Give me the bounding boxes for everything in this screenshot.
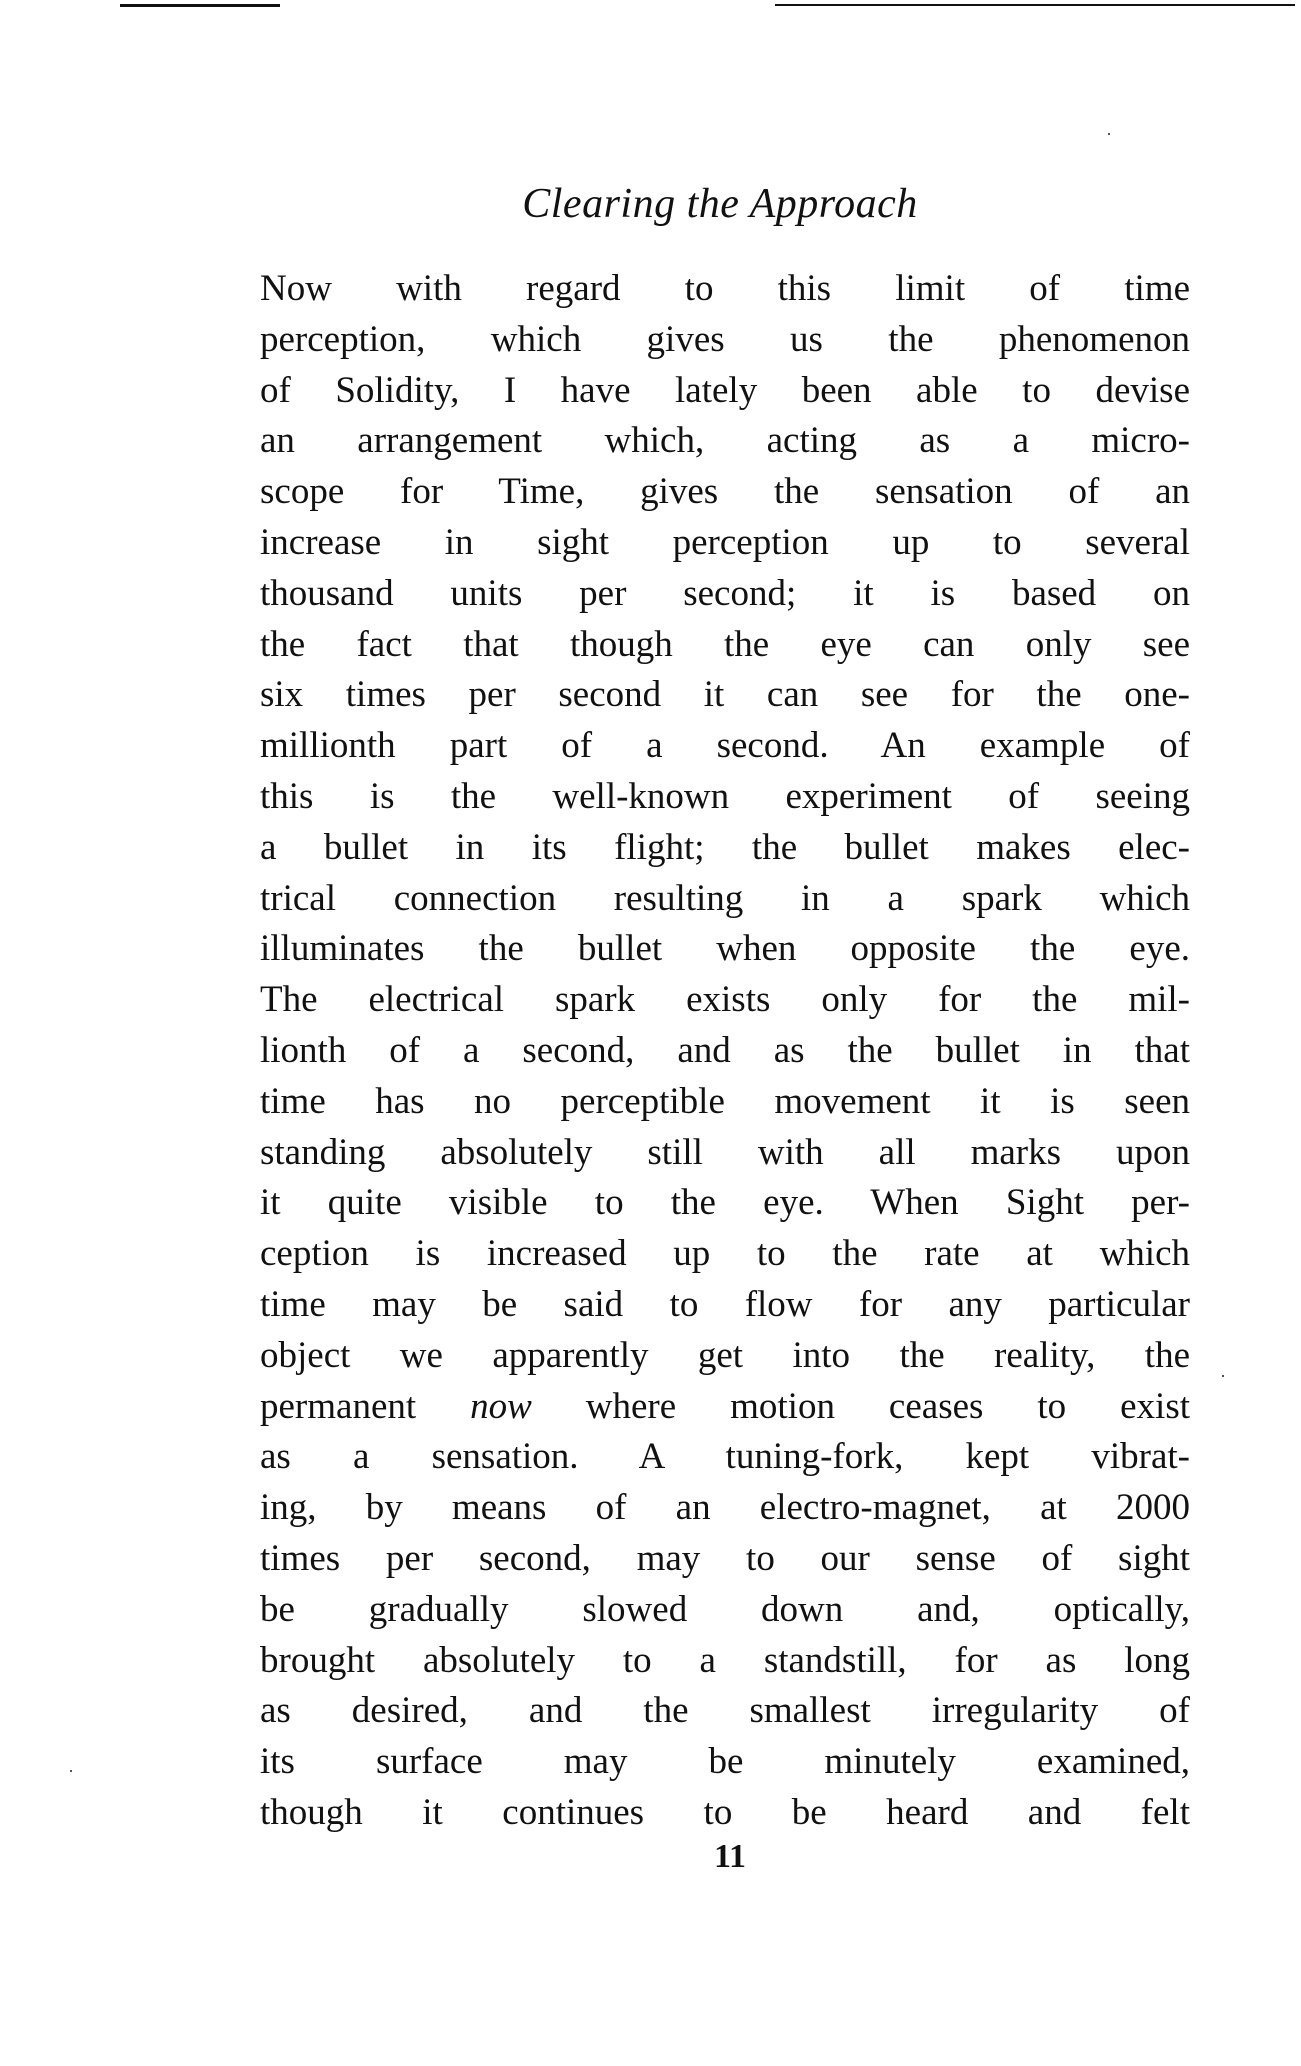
paper-speck [70,1770,72,1772]
text-line-content: the fact that though the eye can only see [260,623,1190,665]
text-line-content: trical connection resulting in a spark which [260,877,1190,919]
text-line-content: scope for Time, gives the sensation of an [260,471,1190,513]
text-line-content: ing, by means of an electro-magnet, at 2000 [260,1487,1190,1529]
text-line-content: standing absolutely still with all marks upon [260,1131,1190,1173]
text-line-content [260,1386,1190,1427]
text-line-content: The electrical spark exists only for the mil- [260,979,1190,1021]
text-line [260,1382,1190,1433]
text-line [260,1686,1190,1737]
text-line-content: of Solidity, I have lately been able to devise [260,369,1190,411]
paper-speck [1222,1375,1224,1377]
paper-speck [1108,133,1110,135]
text-line [260,772,1190,823]
page-number: 11 [713,1838,747,1875]
text-line [260,1229,1190,1280]
top-rule-right [775,4,1295,6]
text-line [260,366,1190,417]
body-text [260,264,1190,1839]
text-line-content: thousand units per second; it is based on [260,572,1190,614]
text-line-content: lionth of a second, and as the bullet in that [260,1029,1190,1071]
text-line [260,975,1190,1026]
text-line [260,1128,1190,1179]
text-line-content: though it continues to be heard and felt [260,1791,1190,1833]
text-line-content: increase in sight perception up to several [260,521,1190,563]
text-line-content: times per second, may to our sense of sight [260,1537,1190,1579]
text-line [260,1331,1190,1382]
text-line [260,924,1190,975]
text-line [260,670,1190,721]
text-line-content: millionth part of a second. An example of [260,725,1190,767]
text-line [260,1178,1190,1229]
top-rule-left [120,4,280,7]
text-line-content: Now with regard to this limit of time [260,268,1190,309]
text-line [260,1280,1190,1331]
italic-word: now [470,1385,532,1427]
text-line-content: be gradually slowed down and, optically, [260,1588,1190,1630]
running-title: Clearing the Approach [522,181,918,227]
text-line [260,874,1190,925]
text-line-content: ception is increased up to the rate at which [260,1233,1190,1275]
text-line-content: perception, which gives us the phenomenon [260,318,1190,360]
text-line [260,264,1190,315]
text-line [260,1737,1190,1788]
text-line [260,620,1190,671]
text-line [260,416,1190,467]
text-line [260,518,1190,569]
text-line-content: brought absolutely to a standstill, for as long [260,1639,1190,1681]
text-line [260,823,1190,874]
text-line [260,569,1190,620]
text-segment: where motion ceases to exist [531,1385,1191,1427]
text-line-content: time may be said to flow for any particular [260,1283,1190,1325]
text-line [260,1026,1190,1077]
text-line [260,1432,1190,1483]
text-line-content: as a sensation. A tuning-fork, kept vibrat- [260,1436,1190,1478]
text-line-content: object we apparently get into the reality, the [260,1334,1190,1376]
text-line-content: its surface may be minutely examined, [260,1741,1190,1783]
text-line-content: an arrangement which, acting as a micro- [260,420,1190,462]
text-line-content: it quite visible to the eye. When Sight per- [260,1182,1190,1224]
text-line-content: six times per second it can see for the one- [260,674,1190,716]
text-line-content: illuminates the bullet when opposite the eye. [260,928,1190,970]
text-line-content: time has no perceptible movement it is seen [260,1080,1190,1122]
text-line [260,315,1190,366]
text-line [260,721,1190,772]
text-line-content: a bullet in its flight; the bullet makes elec- [260,826,1190,868]
text-line [260,1534,1190,1585]
text-line [260,467,1190,518]
text-line [260,1483,1190,1534]
text-line [260,1585,1190,1636]
text-line [260,1077,1190,1128]
text-line [260,1788,1190,1839]
text-line [260,1636,1190,1687]
text-line-content: this is the well-known experiment of seeing [260,775,1190,817]
text-segment: permanent [260,1385,471,1427]
text-line-content: as desired, and the smallest irregularity of [260,1690,1190,1732]
